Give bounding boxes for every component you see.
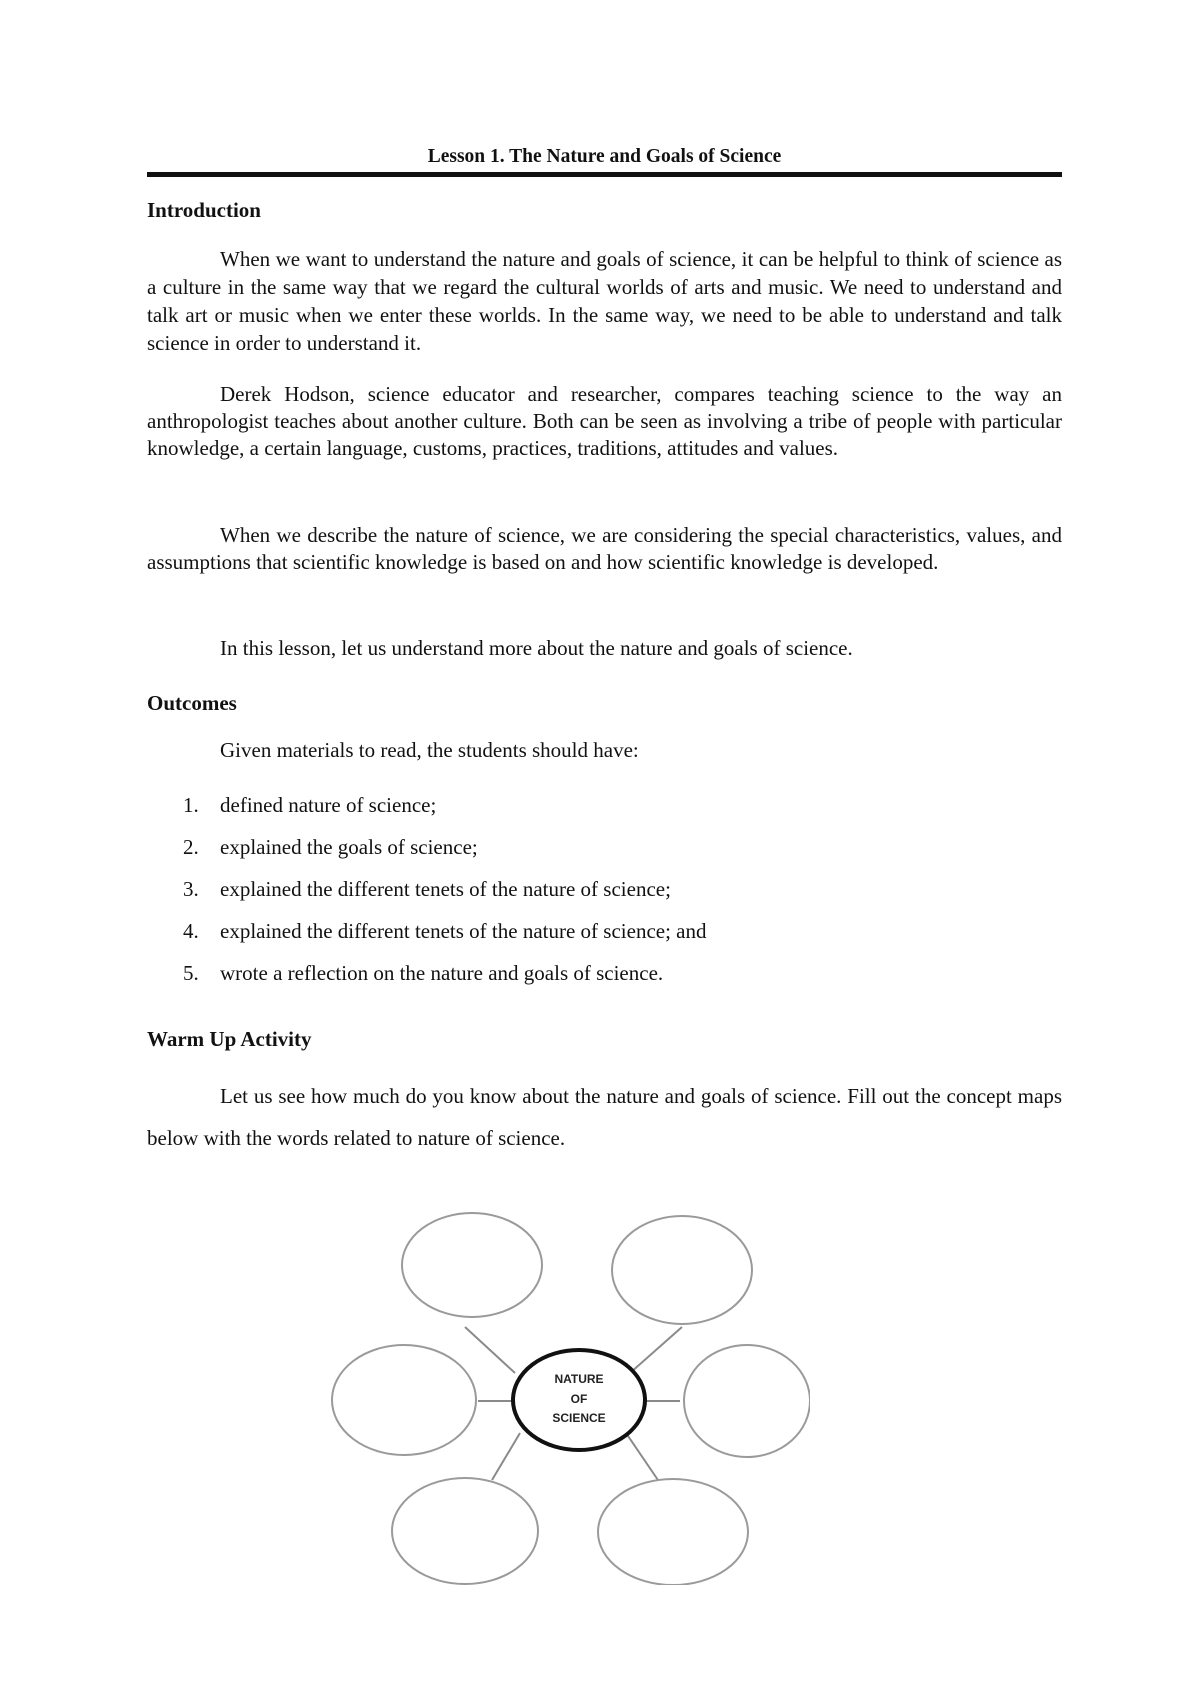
list-item-number: 2. — [183, 835, 199, 859]
concept-node-middle-right[interactable] — [684, 1345, 810, 1457]
list-item-number: 5. — [183, 961, 199, 985]
concept-map — [320, 1205, 810, 1585]
title-rule — [147, 172, 1062, 177]
concept-node-bottom-right[interactable] — [598, 1479, 748, 1585]
lesson-title: Lesson 1. The Nature and Goals of Science — [427, 146, 782, 167]
concept-node-top-right[interactable] — [612, 1216, 752, 1324]
list-item-number: 3. — [183, 877, 199, 901]
center-label-line-3: SCIENCE — [552, 1411, 606, 1425]
list-item — [147, 959, 1062, 1001]
concept-node-top-left[interactable] — [402, 1213, 542, 1317]
center-label-line-1: NATURE — [554, 1372, 604, 1386]
concept-node-bottom-left[interactable] — [392, 1478, 538, 1584]
intro-paragraph-4: In this lesson, let us understand more about the nature and goals of science. — [220, 636, 853, 660]
list-item-text: defined nature of science; — [220, 793, 437, 817]
connector-line — [492, 1433, 520, 1480]
list-item — [147, 791, 1062, 833]
introduction-heading: Introduction — [147, 198, 261, 222]
list-item — [147, 917, 1062, 959]
connector-line — [630, 1327, 682, 1373]
outcomes-list — [147, 791, 1062, 1001]
warmup-heading: Warm Up Activity — [147, 1027, 312, 1051]
intro-paragraph-3: When we describe the nature of science, we are considering the special characteristics, values, and assumptions that scientific knowledge is based on and how scientific knowledge is developed. — [147, 523, 1062, 574]
connector-line — [626, 1433, 660, 1483]
list-item-text: explained the different tenets of the nature of science; — [220, 877, 671, 901]
connector-line — [465, 1327, 515, 1373]
center-label-line-2: OF — [570, 1392, 588, 1406]
outcomes-lead: Given materials to read, the students should have: — [220, 738, 639, 762]
concept-node-middle-left[interactable] — [332, 1345, 476, 1455]
warmup-paragraph: Let us see how much do you know about the nature and goals of science. Fill out the concept maps below with the words related to nature of science. — [147, 1084, 1062, 1150]
list-item-number: 1. — [183, 793, 199, 817]
list-item — [147, 833, 1062, 875]
list-item-text: wrote a reflection on the nature and goals of science. — [220, 961, 664, 985]
concept-map-svg — [320, 1205, 810, 1585]
intro-paragraph-1: When we want to understand the nature and goals of science, it can be helpful to think of science as a culture in the same way that we regard the cultural worlds of arts and music. We need to understand and talk art or music when we enter these worlds. In the same way, we need to be able to understand and talk science in order to understand it. — [147, 247, 1062, 355]
list-item-text: explained the different tenets of the nature of science; and — [220, 919, 707, 943]
list-item-text: explained the goals of science; — [220, 835, 478, 859]
intro-paragraph-2: Derek Hodson, science educator and researcher, compares teaching science to the way an anthropologist teaches about another culture. Both can be seen as involving a tribe of people with particular knowledge, a certain language, customs, practices, traditions, attitudes and values. — [147, 382, 1062, 460]
outcomes-heading: Outcomes — [147, 691, 237, 715]
list-item — [147, 875, 1062, 917]
list-item-number: 4. — [183, 919, 199, 943]
